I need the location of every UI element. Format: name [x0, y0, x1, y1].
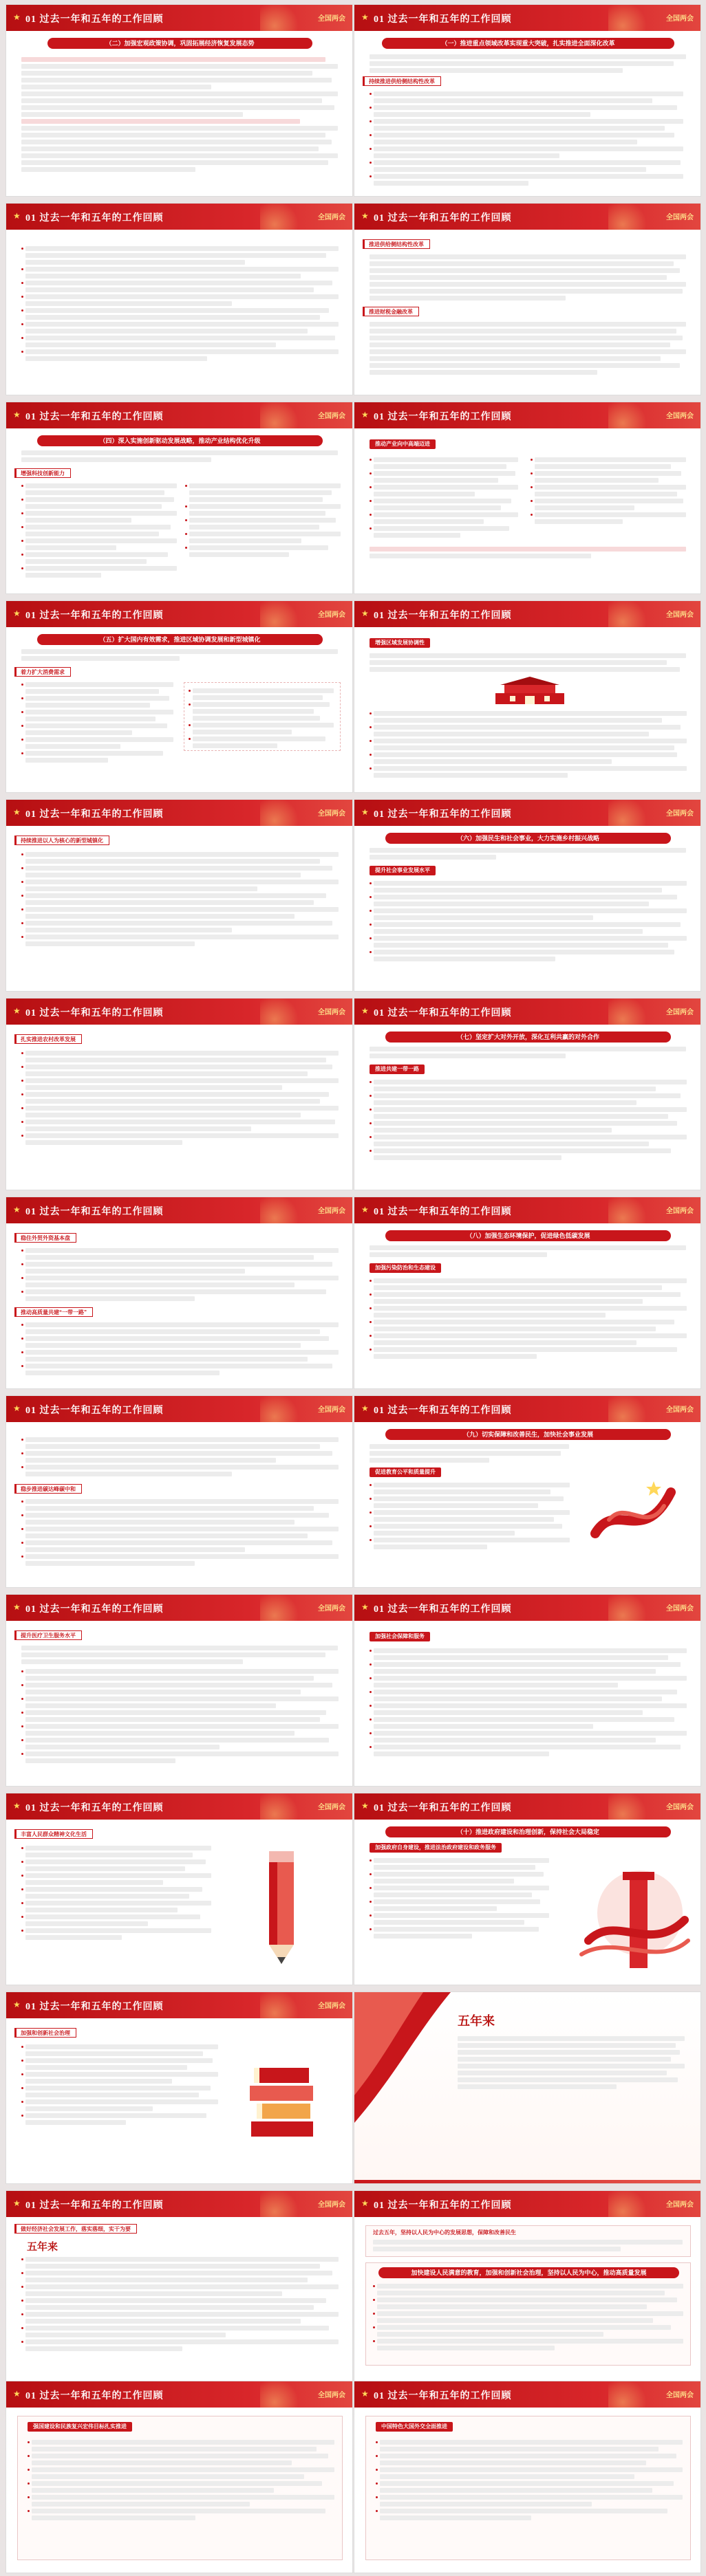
- header-decoration: [608, 402, 656, 428]
- star-icon: ★: [13, 609, 21, 618]
- card-title: 过去五年，坚持以人民为中心的发展思想，保障和改善民生: [373, 2229, 516, 2236]
- star-icon: ★: [13, 211, 21, 221]
- star-icon: ★: [13, 807, 21, 817]
- card-heading: 强国建设和民族复兴宏伟目标扎实推进: [28, 2422, 132, 2432]
- star-icon: ★: [361, 1404, 369, 1413]
- subsection-label: 扎实推进农村改革发展: [14, 1034, 82, 1044]
- subsection-pill: 加强社会保障和服务: [370, 1632, 430, 1641]
- slide-header: [354, 5, 700, 31]
- header-decoration: [260, 601, 308, 627]
- slide-header: [354, 2191, 700, 2217]
- header-decoration: [608, 5, 656, 31]
- card-text: [377, 2284, 683, 2353]
- section-heading: （五）扩大国内有效需求，推进区域协调发展和新型城镇化: [37, 634, 323, 645]
- header-decoration: [608, 1595, 656, 1621]
- brand-logo: 全国两会: [666, 1208, 694, 1215]
- header-title: 01 过去一年和五年的工作回顾: [374, 412, 512, 422]
- subsection-label: 做好经济社会发展工作，落实落细，实干为要: [14, 2224, 137, 2234]
- slide-header: [6, 800, 352, 826]
- bullet-list: [374, 881, 687, 963]
- slide-8[interactable]: [354, 600, 701, 793]
- star-icon: ★: [361, 1205, 369, 1214]
- slide-23[interactable]: [6, 2190, 353, 2383]
- slide-header: [354, 204, 700, 230]
- brand-logo: 全国两会: [318, 413, 345, 420]
- header-title: 01 过去一年和五年的工作回顾: [25, 1207, 164, 1217]
- slide-9[interactable]: [6, 799, 353, 992]
- header-title: 01 过去一年和五年的工作回顾: [374, 14, 512, 25]
- bullet-list-right: [189, 483, 341, 559]
- body-text: [370, 653, 686, 674]
- body-text: [370, 1245, 686, 1259]
- card-text: [373, 2240, 683, 2253]
- header-decoration: [608, 1793, 656, 1820]
- slide-19[interactable]: [6, 1793, 353, 1985]
- header-title: 01 过去一年和五年的工作回顾: [25, 2391, 164, 2401]
- slide-header: [354, 1197, 700, 1223]
- subsection-label: 提升医疗卫生服务水平: [14, 1630, 82, 1640]
- body-text: [21, 57, 338, 174]
- pencil-illustration: [254, 1842, 309, 1965]
- header-decoration: [260, 402, 308, 428]
- closing-text: [458, 2036, 685, 2091]
- header-title: 01 过去一年和五年的工作回顾: [25, 1406, 164, 1416]
- summary-card: [365, 2416, 691, 2560]
- section-heading: （六）加强民生和社会事业，大力实施乡村振兴战略: [385, 833, 671, 844]
- brand-logo: 全国两会: [666, 2392, 694, 2399]
- header-decoration: [608, 2191, 656, 2217]
- star-icon: ★: [13, 1602, 21, 1612]
- slide-header: [6, 402, 352, 428]
- star-icon: ★: [13, 410, 21, 419]
- bullet-list: [374, 1278, 687, 1361]
- slide-header: [6, 601, 352, 627]
- slide-4[interactable]: [354, 203, 701, 395]
- subsection-label: 持续推进供给侧结构性改革: [363, 76, 441, 86]
- subsection-pill: 加强污染防治和生态建设: [370, 1263, 441, 1273]
- summary-card-1: [365, 2225, 691, 2257]
- header-title: 01 过去一年和五年的工作回顾: [25, 611, 164, 621]
- bullet-list: [25, 2044, 218, 2127]
- body-text: [370, 54, 686, 75]
- slide-3[interactable]: [6, 203, 353, 395]
- subsection-pill: 加强政府自身建设，推进法治政府建设和政务服务: [370, 1843, 502, 1853]
- header-decoration: [260, 1992, 308, 2018]
- footer-band: [354, 2180, 700, 2183]
- slide-11[interactable]: [6, 998, 353, 1190]
- header-decoration: [260, 800, 308, 826]
- bullet-list: [25, 1846, 211, 1942]
- star-icon: ★: [361, 807, 369, 817]
- slide-12[interactable]: [354, 998, 701, 1190]
- header-decoration: [260, 1595, 308, 1621]
- bullet-list: [25, 1437, 339, 1478]
- slide-header: [354, 2381, 700, 2408]
- subsection-label: 推动高质量共建“一带一路”: [14, 1307, 93, 1317]
- brand-logo: 全国两会: [318, 810, 345, 818]
- bullet-list-left: [374, 457, 518, 540]
- header-title: 01 过去一年和五年的工作回顾: [374, 1207, 512, 1217]
- star-icon: ★: [361, 1006, 369, 1016]
- header-decoration: [260, 204, 308, 230]
- slide-15[interactable]: [6, 1395, 353, 1588]
- header-decoration: [608, 998, 656, 1025]
- bullet-list: [25, 2257, 339, 2353]
- brand-logo: 全国两会: [666, 1406, 694, 1414]
- section-heading: （二）加强宏观政策协调，巩固拓展经济恢复发展态势: [47, 38, 312, 49]
- slide-header: [6, 1396, 352, 1422]
- header-decoration: [260, 5, 308, 31]
- bullet-list: [374, 1648, 687, 1758]
- slide-14[interactable]: [354, 1197, 701, 1389]
- books-illustration: [240, 2047, 330, 2150]
- brand-logo: 全国两会: [318, 214, 345, 221]
- bullet-list-left: [25, 682, 173, 765]
- subsection-label: 推进财税金融改革: [363, 307, 419, 316]
- header-decoration: [260, 1197, 308, 1223]
- subsection-pill: 增强区域发展协调性: [370, 638, 430, 648]
- header-decoration: [608, 1197, 656, 1223]
- body-text: [21, 1646, 338, 1666]
- card-text: [380, 2440, 683, 2522]
- header-decoration: [608, 800, 656, 826]
- bullet-list: [25, 1051, 339, 1147]
- header-decoration: [260, 1396, 308, 1422]
- header-title: 01 过去一年和五年的工作回顾: [25, 1604, 164, 1615]
- star-icon: ★: [361, 1801, 369, 1811]
- slide-header: [354, 800, 700, 826]
- body-text: [21, 450, 338, 464]
- bullet-list: [25, 1499, 339, 1568]
- header-decoration: [608, 601, 656, 627]
- slide-header: [6, 1595, 352, 1621]
- slide-7[interactable]: [6, 600, 353, 793]
- brand-logo: 全国两会: [318, 2392, 345, 2399]
- header-decoration: [608, 204, 656, 230]
- brand-logo: 全国两会: [666, 611, 694, 619]
- slide-17[interactable]: [6, 1594, 353, 1787]
- summary-card-2: [365, 2262, 691, 2366]
- header-decoration: [608, 1396, 656, 1422]
- subsection-label: 推进供给侧结构性改革: [363, 239, 430, 249]
- header-title: 01 过去一年和五年的工作回顾: [25, 2201, 164, 2211]
- summary-text: [370, 547, 686, 560]
- bullet-list: [25, 1248, 339, 1303]
- slide-20[interactable]: [354, 1793, 701, 1985]
- closing-title: 五年来: [458, 2014, 495, 2028]
- slide-18[interactable]: [354, 1594, 701, 1787]
- section-heading: （十）推进政府建设和治理创新，保持社会大局稳定: [385, 1826, 671, 1837]
- bullet-list: [25, 1322, 339, 1377]
- bullet-list: [374, 91, 683, 188]
- brand-logo: 全国两会: [666, 1605, 694, 1613]
- slide-2[interactable]: [354, 4, 701, 197]
- header-title: 01 过去一年和五年的工作回顾: [25, 2002, 164, 2012]
- slide-header: [6, 2191, 352, 2217]
- header-title: 01 过去一年和五年的工作回顾: [25, 412, 164, 422]
- corner-decoration: [354, 1992, 451, 2184]
- header-title: 01 过去一年和五年的工作回顾: [374, 2201, 512, 2211]
- header-decoration: [260, 1793, 308, 1820]
- section-heading: （四）深入实施创新驱动发展战略，推动产业结构优化升级: [37, 435, 323, 446]
- slide-10[interactable]: [354, 799, 701, 992]
- star-icon: ★: [13, 1006, 21, 1016]
- bullet-list: [374, 711, 687, 780]
- brand-logo: 全国两会: [666, 2201, 694, 2209]
- subsection-label: 丰富人民群众精神文化生活: [14, 1829, 93, 1839]
- bullet-list: [25, 852, 339, 948]
- header-decoration: [260, 998, 308, 1025]
- header-title: 01 过去一年和五年的工作回顾: [374, 2391, 512, 2401]
- subsection-pill: 提升社会事业发展水平: [370, 866, 436, 875]
- star-icon: ★: [13, 1404, 21, 1413]
- header-decoration: [260, 2191, 308, 2217]
- body-text: [370, 254, 686, 303]
- slide-25[interactable]: [6, 2381, 353, 2573]
- slide-header: [6, 998, 352, 1025]
- slide-header: [354, 601, 700, 627]
- section-heading: （九）切实保障和改善民生，加快社会事业发展: [385, 1429, 671, 1440]
- bullet-list: [374, 1483, 570, 1551]
- body-text: [370, 848, 686, 862]
- bullet-list: [374, 1858, 549, 1941]
- header-title: 01 过去一年和五年的工作回顾: [25, 14, 164, 25]
- closing-title: 五年来: [27, 2242, 58, 2253]
- brand-logo: 全国两会: [318, 2002, 345, 2010]
- slide-24[interactable]: [354, 2190, 701, 2383]
- slide-5[interactable]: [6, 402, 353, 594]
- header-title: 01 过去一年和五年的工作回顾: [374, 1008, 512, 1018]
- brand-logo: 全国两会: [666, 214, 694, 221]
- body-text: [21, 649, 338, 663]
- header-title: 01 过去一年和五年的工作回顾: [25, 213, 164, 223]
- brand-logo: 全国两会: [318, 1605, 345, 1613]
- star-icon: ★: [13, 2000, 21, 2009]
- brand-logo: 全国两会: [666, 1009, 694, 1016]
- body-text: [370, 1444, 569, 1465]
- subsection-label: 增强科技创新能力: [14, 468, 71, 478]
- subsection-label: 持续推进以人为核心的新型城镇化: [14, 836, 109, 845]
- star-icon: ★: [361, 12, 369, 22]
- brand-logo: 全国两会: [666, 810, 694, 818]
- highlight-panel: [184, 682, 341, 751]
- bullet-list: [374, 1080, 687, 1162]
- section-heading: （七）坚定扩大对外开放，深化互利共赢的对外合作: [385, 1032, 671, 1043]
- card-text: [32, 2440, 334, 2522]
- header-decoration: [260, 2381, 308, 2408]
- body-text: [370, 1047, 686, 1060]
- subsection-pill: 推动产业向中高端迈进: [370, 439, 436, 449]
- body-text: [370, 322, 686, 377]
- slide-header: [6, 1992, 352, 2018]
- brand-logo: 全国两会: [318, 1009, 345, 1016]
- summary-card: [17, 2416, 343, 2560]
- header-title: 01 过去一年和五年的工作回顾: [25, 1008, 164, 1018]
- star-icon: ★: [13, 12, 21, 22]
- slide-16[interactable]: [354, 1395, 701, 1588]
- star-icon: ★: [13, 1205, 21, 1214]
- slide-header: [354, 1595, 700, 1621]
- subsection-pill: 促进教育公平和质量提升: [370, 1467, 441, 1477]
- star-icon: ★: [361, 1602, 369, 1612]
- slide-21[interactable]: [6, 1991, 353, 2184]
- brand-logo: 全国两会: [666, 15, 694, 23]
- section-heading: （八）加强生态环境保护，促进绿色低碳发展: [385, 1230, 671, 1241]
- brand-logo: 全国两会: [318, 15, 345, 23]
- card-heading: 中国特色大国外交全面推进: [376, 2422, 453, 2432]
- slide-header: [6, 5, 352, 31]
- star-icon: ★: [361, 211, 369, 221]
- brand-logo: 全国两会: [318, 611, 345, 619]
- slide-header: [6, 1197, 352, 1223]
- slide-header: [354, 402, 700, 428]
- panel-bullets: [193, 688, 334, 750]
- subsection-label: 加强和创新社会治理: [14, 2028, 76, 2038]
- slide-22[interactable]: [354, 1991, 701, 2184]
- star-icon: ★: [361, 2389, 369, 2399]
- slide-header: [354, 1793, 700, 1820]
- bullet-list: [25, 246, 339, 363]
- slide-header: [354, 998, 700, 1025]
- header-decoration: [608, 2381, 656, 2408]
- card-heading: 加快建设人民满意的教育，加强和创新社会治理，坚持以人民为中心，推动高质量发展: [378, 2267, 679, 2278]
- slide-header: [354, 1396, 700, 1422]
- star-icon: ★: [361, 410, 369, 419]
- header-title: 01 过去一年和五年的工作回顾: [374, 611, 512, 621]
- header-title: 01 过去一年和五年的工作回顾: [374, 809, 512, 820]
- brand-logo: 全国两会: [318, 1804, 345, 1811]
- brand-logo: 全国两会: [318, 1208, 345, 1215]
- header-title: 01 过去一年和五年的工作回顾: [374, 1803, 512, 1813]
- star-icon: ★: [13, 2389, 21, 2399]
- header-title: 01 过去一年和五年的工作回顾: [374, 213, 512, 223]
- brand-logo: 全国两会: [666, 413, 694, 420]
- subsection-label: 着力扩大消费需求: [14, 667, 71, 677]
- subsection-label: 稳住外贸外资基本盘: [14, 1233, 76, 1243]
- header-title: 01 过去一年和五年的工作回顾: [374, 1406, 512, 1416]
- subsection-pill: 推进共建一带一路: [370, 1065, 425, 1074]
- star-icon: ★: [13, 2198, 21, 2208]
- bullet-list: [25, 1669, 339, 1765]
- brand-logo: 全国两会: [318, 2201, 345, 2209]
- star-icon: ★: [13, 1801, 21, 1811]
- huabiao-column-illustration: [575, 1851, 692, 1975]
- star-icon: ★: [361, 609, 369, 618]
- section-heading: （一）推进重点领域改革实现重大突破，扎实推进全面深化改革: [382, 38, 674, 49]
- subsection-label: 稳步推进碳达峰碳中和: [14, 1484, 82, 1494]
- header-title: 01 过去一年和五年的工作回顾: [25, 1803, 164, 1813]
- slide-6[interactable]: [354, 402, 701, 594]
- header-title: 01 过去一年和五年的工作回顾: [25, 809, 164, 820]
- slide-header: [6, 204, 352, 230]
- slide-header: [6, 2381, 352, 2408]
- star-icon: ★: [361, 2198, 369, 2208]
- brand-logo: 全国两会: [318, 1406, 345, 1414]
- bullet-list-left: [25, 483, 177, 580]
- slide-26[interactable]: [354, 2381, 701, 2573]
- slide-13[interactable]: [6, 1197, 353, 1389]
- slide-header: [6, 1793, 352, 1820]
- bullet-list-right: [535, 457, 686, 526]
- flag-ribbon-illustration: [588, 1472, 678, 1554]
- slide-1[interactable]: [6, 4, 353, 197]
- tiananmen-illustration: [492, 675, 568, 706]
- brand-logo: 全国两会: [666, 1804, 694, 1811]
- header-title: 01 过去一年和五年的工作回顾: [374, 1604, 512, 1615]
